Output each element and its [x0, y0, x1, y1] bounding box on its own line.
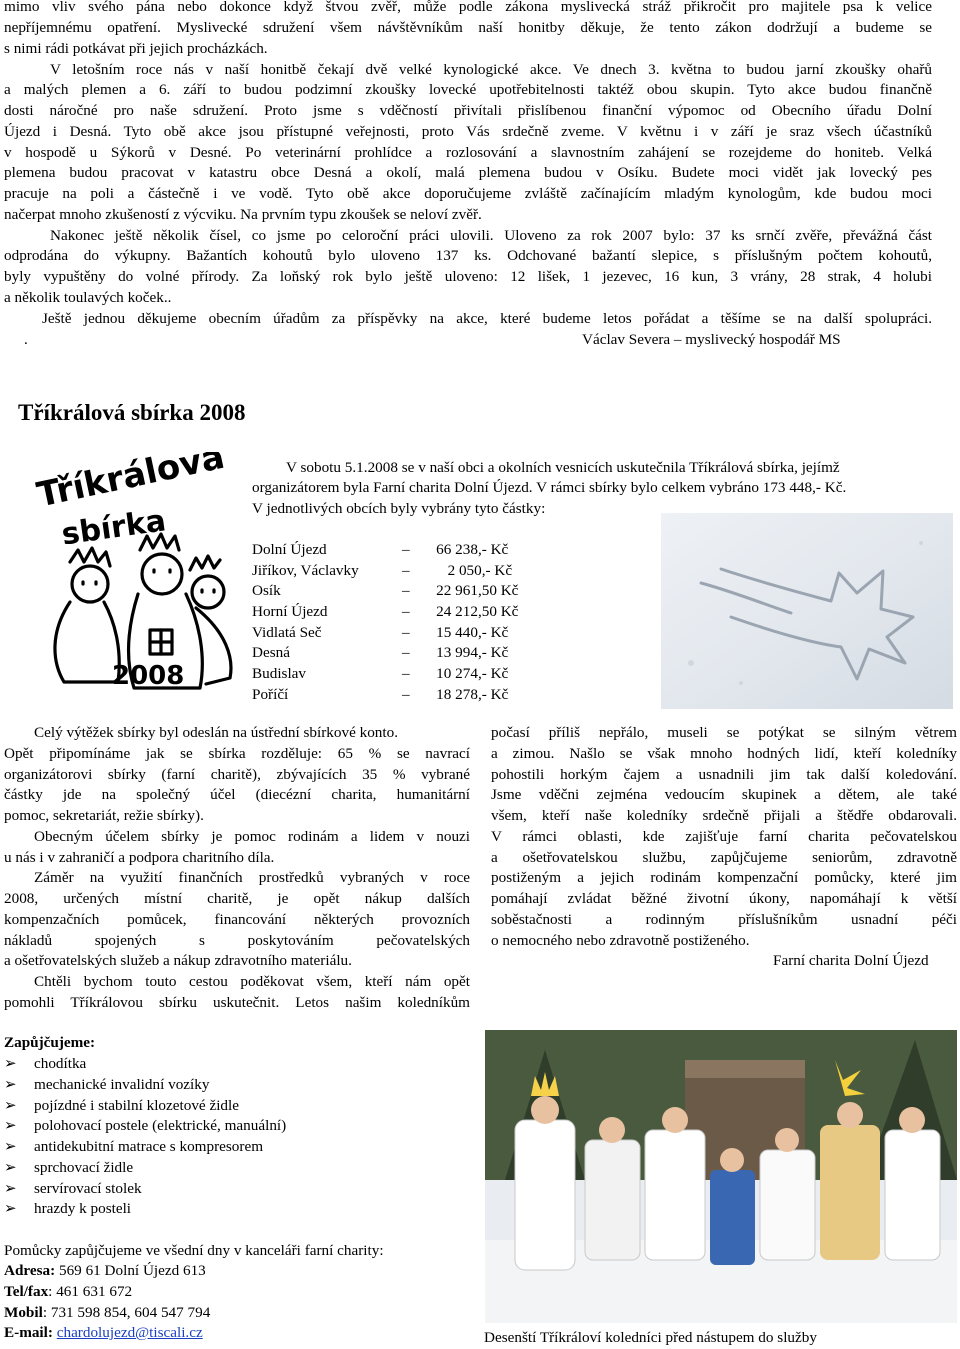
arrow-bullet-icon: ➢: [4, 1055, 17, 1072]
article-line: odprodána do výkupny. Bažantích kohoutů bylo uloveno 137 ks. Odchované bažantí slepice, s příslušným počtem kohoutů,: [4, 247, 932, 264]
table-row-place: Horní Újezd: [252, 603, 328, 620]
table-row-amount: [402, 581, 518, 602]
article-signature: Václav Severa – myslivecký hospodář MS: [582, 331, 841, 348]
list-item: [4, 1075, 209, 1096]
body-line: pomohli Tříkrálovou sbírku uskutečnit. Letos našim koledníkům: [4, 994, 470, 1011]
body-line: a ošetřovatelskou službu, zapůjčujeme seniorům, zdravotně: [491, 849, 957, 866]
table-row-place: Desná: [252, 644, 290, 661]
list-item-label: sprchovací židle: [34, 1159, 134, 1176]
table-row-amount: [402, 664, 508, 685]
article-line: byly vypuštěny do volné přírody. Za loňský rok bylo ještě uloveno: 12 lišek, 1 jezevec, 16 kun, 3 vrány, 28 strak, 4 holubi: [4, 268, 932, 285]
body-line: o nemocného nebo zdravotně postiženého.: [491, 932, 750, 949]
article-line: Újezd i Desná. Tyto obě akce jsou přístupné veřejnosti, proto Vás srdečně zveme. V květnu i v září je sraz všech účastníků: [4, 123, 932, 140]
list-item-label: mechanické invalidní vozíky: [34, 1076, 210, 1093]
body-line: nákladů spojených s poskytováním pečovatelských: [4, 932, 470, 949]
table-row-amount: [402, 540, 508, 561]
dash: –: [402, 665, 410, 682]
list-item: [4, 1199, 131, 1220]
intro-line: organizátorem byla Farní charita Dolní Újezd. V rámci sbírky bylo celkem vybráno 173 448,- Kč.: [252, 479, 847, 496]
body-line: soběstačnosti a rodinným příslušníkům usnadní péči: [491, 911, 957, 928]
tel-label: Tel/fax: [4, 1283, 49, 1300]
body-line: Celý výtěžek sbírky byl odeslán na ústřední sbírkové konto.: [34, 724, 399, 741]
table-row-place: Jiříkov, Václavky: [252, 562, 359, 579]
tel-value: : 461 631 672: [48, 1283, 133, 1300]
dash: –: [402, 603, 410, 620]
body-line: a zimou. Našlo se však mnoho hodných lidí, kteří koledníky: [491, 745, 957, 762]
logo-subtitle-text: sbírka: [59, 503, 169, 553]
photo-caption: Desenští Tříkráloví koledníci před nástupem do služby: [484, 1329, 817, 1346]
contact-email: [4, 1323, 203, 1344]
body-line: Jsme vděčni zejména vedoucím skupinek a dětem, ale také: [491, 786, 957, 803]
intro-line: V jednotlivých obcích byly vybrány tyto částky:: [252, 500, 546, 517]
arrow-bullet-icon: ➢: [4, 1097, 17, 1114]
article-line: a malých plemen a 6. září to budou podzimní zkoušky lovecké upotřebitelnosti taktéž obou skupin. Tyto akce budou finančně: [4, 81, 932, 98]
signature-dot: .: [24, 331, 28, 348]
dash: –: [402, 562, 410, 579]
body-line: V rámci oblasti, kde zajišťuje farní charita pečovatelskou: [491, 828, 957, 845]
article-line: s nimi rádi potkávat při jejich procházkách.: [4, 40, 268, 57]
body-line: částky jde na společný účel (diecézní charita, humanitární: [4, 786, 470, 803]
trikralova-sbirka-logo: [30, 452, 250, 697]
amount: 24 212,50 Kč: [436, 603, 519, 620]
table-row-amount: [402, 561, 512, 582]
body-line: organizátorovi sbírky (farní charitě), zbývajících 35 % vybrané: [4, 766, 470, 783]
body-line: pohostili horkým čajem a usnadnili jim tak další koledování.: [491, 766, 957, 783]
body-line: Opět připomínáme jak se sbírka rozděluje: 65 % se navrací: [4, 745, 470, 762]
section-title: Tříkrálová sbírka 2008: [18, 400, 246, 425]
three-kings-drawing: [30, 452, 250, 697]
body-line: postiženým a jejich rodinám kompenzační pomůcky, které jim: [491, 869, 957, 886]
logo-year-text: 2008: [112, 661, 185, 691]
amount: 15 440,- Kč: [436, 624, 509, 641]
body-line: a ošetřovatelských služeb a nákup zdravotního materiálu.: [4, 952, 352, 969]
arrow-bullet-icon: ➢: [4, 1200, 17, 1217]
body-line: pomáhají zvládat běžné životní úkony, napomáhají k větší: [491, 890, 957, 907]
snow-star-photo: [661, 513, 953, 709]
table-row-place: Poříčí: [252, 686, 289, 703]
body-line: pomoc, sekretariát, režie sbírky).: [4, 807, 204, 824]
arrow-bullet-icon: ➢: [4, 1117, 17, 1134]
body-line: Obecným účelem sbírky je pomoc rodinám a lidem v nouzi: [34, 828, 470, 845]
lending-heading: Zapůjčujeme:: [4, 1034, 96, 1051]
arrow-bullet-icon: ➢: [4, 1159, 17, 1176]
arrow-bullet-icon: ➢: [4, 1076, 17, 1093]
article-line: mimo vliv svého pána nebo dokonce když štvou zvěř, může podle zákona myslivecká stráž přikročit pro majitele psa k velice: [4, 0, 932, 15]
list-item-label: antidekubitní matrace s kompresorem: [34, 1138, 264, 1155]
mobil-value: : 731 598 854, 604 547 794: [42, 1304, 211, 1321]
article-line: pracuje na poli a částečně i ve vodě. Tyto obě akce doporučujeme zvláště začínajícím mladým kynologům, kde budou moci: [4, 185, 932, 202]
arrow-bullet-icon: ➢: [4, 1180, 17, 1197]
amount: 10 274,- Kč: [436, 665, 509, 682]
article-line: nepříjemnému opatření. Myslivecké sdružení všem návštěvníkům naší honitby děkuje, že tento zákon dodržují a budeme se: [4, 19, 932, 36]
contact-tel: [4, 1282, 132, 1303]
contact-address: [4, 1261, 206, 1282]
dash: –: [402, 582, 410, 599]
list-item-label: pojízdné i stabilní klozetové židle: [34, 1097, 239, 1114]
amount: 22 961,50 Kč: [436, 582, 519, 599]
address-label: Adresa:: [4, 1262, 56, 1279]
article-line: Nakonec ještě několik čísel, co jsme po celoroční práci ulovili. Uloveno za rok 2007 bylo: 37 ks srnčí zvěře, převážná část: [50, 227, 932, 244]
list-item-label: servírovací stolek: [34, 1180, 142, 1197]
article-line: načerpat mnoho zkušeností z výcviku. Na prvním typu zkoušek se neloví zvěř.: [4, 206, 482, 223]
dash: –: [402, 686, 410, 703]
list-item: [4, 1158, 133, 1179]
list-item-label: hrazdy k posteli: [34, 1200, 132, 1217]
amount: 18 278,- Kč: [436, 686, 509, 703]
carolers-group-photo: [485, 1030, 957, 1323]
contact-intro: Pomůcky zapůjčujeme ve všední dny v kanceláři farní charity:: [4, 1242, 384, 1259]
table-row-place: Vidlatá Seč: [252, 624, 322, 641]
address-value: 569 61 Dolní Újezd 613: [55, 1262, 206, 1279]
body-line: Záměr na využití finančních prostředků vybraných v roce: [34, 869, 470, 886]
amount: 2 050,- Kč: [447, 562, 513, 579]
body-line: počasí příliš nepřálo, museli se potýkat se silným větrem: [491, 724, 957, 741]
contact-mobil: [4, 1303, 210, 1324]
arrow-bullet-icon: ➢: [4, 1138, 17, 1155]
table-row-amount: [402, 623, 508, 644]
table-row-place: Dolní Újezd: [252, 541, 327, 558]
intro-line: V sobotu 5.1.2008 se v naší obci a okolních vesnicích uskutečnila Tříkrálová sbírka, jejímž: [286, 459, 840, 476]
table-row-amount: [402, 643, 508, 664]
dash: –: [402, 541, 410, 558]
body-line: u nás i v zahraničí a podpora charitního díla.: [4, 849, 275, 866]
dash: –: [402, 644, 410, 661]
charity-signature: Farní charita Dolní Újezd: [773, 952, 929, 969]
list-item: [4, 1116, 286, 1137]
list-item: [4, 1179, 142, 1200]
table-row-amount: [402, 685, 508, 706]
article-line: V letošním roce nás v naší honitbě čekají dvě velké kynologické akce. Ve dnech 3. května to budou jarní zkoušky ohařů: [50, 61, 932, 78]
mobil-label: Mobil: [4, 1304, 43, 1321]
list-item-label: polohovací postele (elektrické, manuální): [34, 1117, 287, 1134]
table-row-place: Osík: [252, 582, 281, 599]
body-line: Chtěli bychom touto cestou poděkovat všem, kteří nám opět: [34, 973, 470, 990]
body-line: kompenzačních pomůcek, financování některých provozních: [4, 911, 470, 928]
logo-title-text: Tříkrálová: [33, 452, 229, 516]
table-row-place: Budislav: [252, 665, 307, 682]
article-line: v hospodě u Sýkorů v Desné. Po veterinární prohlídce a rozlosování a slavnostním zahájení se rozejdeme do honiteb. Velká: [4, 144, 932, 161]
article-line: a několik toulavých koček..: [4, 289, 172, 306]
table-row-amount: [402, 602, 518, 623]
body-line: všem, kteří naše koledníky srdečně přijali a štědře obdarovali.: [491, 807, 957, 824]
amount: 66 238,- Kč: [436, 541, 509, 558]
email-link[interactable]: chardolujezd@tiscali.cz: [56, 1324, 203, 1341]
dash: –: [402, 624, 410, 641]
list-item: [4, 1096, 239, 1117]
email-label: E-mail:: [4, 1324, 53, 1341]
article-line: dosti náročné pro naše sdružení. Proto jsme s vděčností přivítali přislíbenou finanční výpomoc od Obecního úřadu Dolní: [4, 102, 932, 119]
article-line: Ještě jednou děkujeme obecním úřadům za příspěvky na akce, které budeme letos pořádat a těšíme se na další spolupráci.: [42, 310, 932, 327]
body-line: 2008, určených místní charitě, je opět nákup dalších: [4, 890, 470, 907]
list-item-label: chodítka: [34, 1055, 87, 1072]
amount: 13 994,- Kč: [436, 644, 509, 661]
list-item: [4, 1137, 263, 1158]
article-line: plemena budou pracovat v katastru obce Desná a okolí, malá plemena budou v Osíku. Budete moci vidět jak lovecký pes: [4, 164, 932, 181]
list-item: [4, 1054, 86, 1075]
